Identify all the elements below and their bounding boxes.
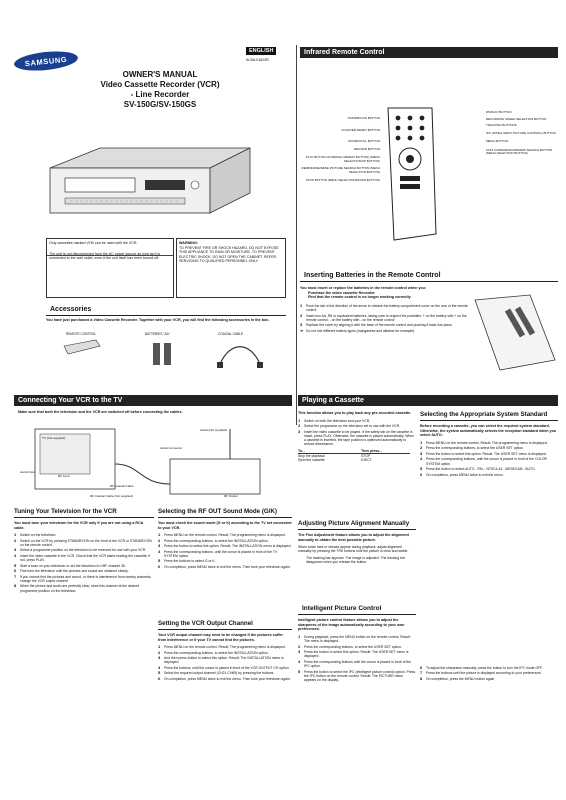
batteries-step-3: 3 Replace the cover by aligning it with the base of the remote control and pushing it back into place. — [300, 322, 453, 328]
ipc-step-4: 4 Press the corresponding buttons until the cursor is placed in front of the IPC option. — [298, 658, 412, 669]
alignment-section — [298, 520, 416, 564]
system-intro: Before recording a cassette, you can select the required system standard. Otherwise, the system automatically selects the reception standard when you select AUTO. — [420, 424, 557, 438]
batteries-step-2: 2 Insert two AA, R6 or equivalent batteries, taking care to respect the polarities: + on the battery with + on the remote control; - on the battery with - on the remote control — [300, 312, 467, 322]
connect-intro: Make sure that both the television and the VCR are switched off before connecting the cables. — [18, 410, 183, 414]
alignment-title: Adjusting Picture Alignment Manually — [298, 520, 416, 530]
ipc-step-7: 7 Press the buttons until the picture is displayed according to your preferences. — [420, 670, 542, 676]
batteries-step-1: 1 Push the tab in the direction of the arrow to release the battery compartment cover on the rear of the remote control. — [300, 302, 468, 313]
rfsound-step-6: 6 On completion, press MENU twice to exit the menu. Then tune your television again. — [158, 563, 291, 569]
system-step-6: 6 On completion, press MENU twice to exit the menu. — [420, 471, 504, 477]
batteries-note: ➢ Do not mix different battery types (manganese and alkaline for example). — [300, 327, 416, 333]
remote-illustration — [380, 104, 440, 244]
batteries-bullet-2: Find that the remote control is no longer working correctly — [308, 295, 411, 300]
alignment-body: When noise bars or streaks appear during playback, adjust alignment manually by pressing the TRK buttons until the picture is clear and stable. — [298, 545, 409, 554]
label-speed: RECORDING SPEED SELECTION BUTTON — [486, 116, 547, 121]
system-step-5: 5 Press the button to select AUTO - PAL - NTSC4.43 - MESECAM - AUTO. — [420, 466, 536, 472]
ipc-intro: Intelligent picture control feature allows you to adjust the sharpness of the image automatically according to your own preferences. — [298, 618, 405, 632]
note-vhs: Only cassettes marked VHS can be used with the VCR. — [49, 241, 138, 245]
accessory-cable-icon — [215, 336, 265, 370]
outchan-section — [158, 620, 292, 682]
outchan-step-4: 4 Press the buttons, until the cursor is placed in front of the VCR OUTPUT CH option. — [158, 664, 290, 670]
label-ipc: IPC (INTELLIGENT PICTURE CONTROL) BUTTON — [486, 131, 556, 136]
label-tracking: TRACKING BUTTONS — [486, 123, 517, 128]
label-menu: MENU BUTTON — [486, 138, 508, 143]
system-section — [420, 411, 558, 478]
connect-label-rf-output: RF Output — [224, 494, 238, 498]
accessories-header: Accessories — [46, 304, 286, 316]
rfsound-step-1: 1 Press MENU on the remote control. Result: The programming menu is displayed. — [158, 532, 286, 538]
connect-label-aerial: Aerial (Not supplied) — [200, 428, 228, 432]
playing-section — [298, 411, 416, 462]
playing-header: Playing a Cassette — [298, 395, 558, 406]
ipc-step-6: 6 To adjust the sharpness manually, press the button to turn the IPC mode OFF. — [420, 665, 543, 670]
outchan-step-1: 1 Press MENU on the remote control. Result: The programming menu is displayed. — [158, 644, 286, 650]
title-line-1: OWNER'S MANUAL — [122, 70, 198, 79]
tuning-step-7: 7 If you cannot find the pictures and sound, or there is interference from nearby channels, change the VCR output channel. — [14, 573, 152, 583]
label-record: RECORD BUTTON — [353, 147, 380, 152]
connect-label-rf-input: RF Input — [58, 474, 70, 478]
ipc-section-right — [420, 666, 558, 682]
label-stop: STOP BUTTON (MENU SELECTION/DOWN BUTTON) — [305, 177, 380, 182]
playing-intro: This function allows you to play back any pre-recorded cassette. — [298, 411, 412, 415]
alignment-result: The tracking bar appears. The image is adjusted. The tracking bar disappears when you release the button. — [306, 555, 406, 565]
doc-code: AC68-01823R — [246, 58, 269, 62]
connect-label-rf-cable: RF Coaxial Cable — [110, 484, 134, 488]
accessory-remote-icon — [62, 338, 102, 368]
accessory-remote-label: REMOTE CONTROL — [66, 332, 97, 336]
tuning-step-1: 1 Switch on the television. — [14, 532, 57, 538]
remote-header: Infrared Remote Control — [300, 47, 558, 58]
remote-left-labels — [300, 117, 380, 182]
system-step-1: 1 Press MENU on the remote control. Result: The programming menu is displayed. — [420, 439, 548, 445]
accessory-cable-label: COAXIAL CABLE — [218, 332, 244, 336]
playing-step-2: 2 Select the programme on the television set to use with the VCR. — [298, 423, 401, 429]
samsung-logo: SAMSUNG — [13, 49, 79, 74]
note-box — [46, 238, 174, 298]
warning-text: TO PREVENT FIRE OR SHOCK HAZARD, DO NOT EXPOSE THIS APPLIANCE TO RAIN OR MOISTURE. TO PREVENT ELECTRIC SHOCK, DO NOT OPEN THE CABINET. REFER SERVICING TO QUALIFIED PERSONNEL ONLY. — [179, 245, 279, 264]
system-step-2: 2 Press the corresponding buttons, to select the USER SET option. — [420, 445, 524, 451]
tuning-title: Tuning Your Television for the VCR — [14, 508, 154, 518]
playing-table — [298, 449, 410, 462]
connect-header: Connecting Your VCR to the TV — [14, 395, 292, 406]
outchan-step-3: 3 And then press button to select this option. Result: The INSTALLATION menu is displayed. — [158, 655, 284, 665]
title-line-2: Video Cassette Recorder (VCR) — [100, 80, 220, 89]
connect-label-aerial-input: Aerial Input — [20, 470, 36, 474]
tuning-step-2: 2 Switch on the VCR by pressing STANDBY/ON on the front of the VCR or STANDBY/ON on the remote control. — [14, 537, 152, 547]
outchan-step-5: 5 Select the required output channel (CH21-CH69) by pressing the buttons. — [158, 670, 275, 676]
system-step-4: 4 Press the corresponding buttons, until the cursor is placed in front of the COLOR SYSTEM option. — [420, 456, 547, 466]
playing-table-r2b: EJECT — [361, 457, 372, 462]
outchan-step-6: 6 On completion, press MENU twice to exit the menu. Then tune your television again. — [158, 675, 291, 681]
ipc-step-5: 5 Press the button to select the IPC (Intelligent picture control) option. Press the IPC button on the remote control. Result: The PICTURE menu appears on the display. — [298, 668, 416, 683]
rfsound-step-4: 4 Press the corresponding buttons, until the cursor is placed in front of the TV SYSTEM option. — [158, 548, 278, 558]
batteries-header: Inserting Batteries in the Remote Control — [300, 270, 558, 282]
title-line-3: - Line Recorder — [130, 90, 190, 99]
label-pause: PAUSE/STILL BUTTON — [348, 139, 380, 144]
tuning-intro: You must tune your television for the VCR only if you are not using a RCA cable. — [14, 521, 144, 530]
ipc-step-3: 3 Press the button to select this option. Result: The USER SET menu is displayed. — [298, 649, 409, 659]
batteries-section — [300, 286, 468, 334]
tuning-step-3: 3 Select a programme position on the television to be reserved for use with your VCR. — [14, 547, 147, 553]
rfsound-intro: You must check the sound mode (G or K) according to the TV set connected to your VCR. — [158, 521, 292, 530]
ipc-step-8: 8 On completion, press the MENU button again. — [420, 675, 496, 681]
batteries-intro: You must insert or replace the batteries in the remote control when you: — [300, 286, 427, 290]
connect-label-rf-cable-ns: RF Coaxial Cable (Not supplied) — [90, 494, 134, 498]
title-block — [60, 70, 260, 110]
rfsound-step-5: 5 Press the buttons to select G or K. — [158, 558, 216, 564]
playing-table-r2a: Eject the cassette — [298, 457, 325, 462]
rfsound-step-2: 2 Press the corresponding buttons, to select the INSTALLATION option. — [158, 537, 269, 543]
playing-table-r1b: STOP — [361, 453, 371, 458]
label-counter-reset: COUNTER RESET BUTTON — [341, 127, 380, 132]
title-line-4: SV-150G/SV-150GS — [123, 100, 197, 109]
rfsound-title: Selecting the RF OUT Sound Mode (G/K) — [158, 508, 292, 518]
tuning-step-5: 5 Start a scan on your television or set the television to UHF channel 36. — [14, 562, 126, 568]
system-title: Selecting the Appropriate System Standard — [420, 411, 558, 421]
rfsound-section — [158, 508, 292, 570]
warning-title: WARNING: — [179, 241, 199, 245]
connect-diagram — [30, 424, 270, 504]
accessory-batteries-icon — [150, 338, 180, 368]
ipc-section — [298, 618, 416, 684]
remote-right-labels — [486, 111, 558, 156]
ipc-header: Intelligent Picture Control — [298, 603, 416, 615]
connect-label-tv: TV (Not supplied) — [42, 436, 66, 440]
tuning-step-4: 4 Insert the video cassette in the VCR. Check that the VCR starts reading the cassette; if not, press PLAY. — [14, 552, 151, 563]
tuning-step-6: 6 Fine tune the television until the pictures and sound are obtained clearly. — [14, 568, 129, 574]
vcr-illustration — [40, 138, 260, 228]
label-play: PLAY BUTTON (INTERVAL REPEAT BUTTON) (MENU SELECTION/UP BUTTON) — [306, 154, 380, 163]
batteries-bullet-1: Purchase the video cassette Recorder — [308, 290, 375, 295]
label-rewind: REWIND/REVERSE PICTURE SEARCH BUTTON (MENU SELECTION BUTTON) — [301, 166, 380, 174]
system-step-3: 3 Press the button to select this option. Result: The USER SET menu is displayed. — [420, 450, 547, 456]
playing-table-head-b: Then press... — [361, 449, 410, 454]
playing-table-r1a: Stop the playback — [298, 453, 325, 458]
connect-label-aerial-connector: Aerial Connector — [160, 446, 183, 450]
warning-box — [176, 238, 286, 298]
accessories-intro: You have just purchased a Video Cassette Recorder. Together with your VCR, you will find the following accessories in the box. — [46, 318, 270, 322]
battery-insert-illustration — [470, 290, 558, 380]
alignment-intro: The Fine Adjustment feature allows you to adjust the alignment manually to obtain the best possible picture. — [298, 533, 409, 542]
outchan-title: Setting the VCR Output Channel — [158, 620, 292, 630]
outchan-intro: Your VCR output channel may need to be changed if the pictures suffer from interference or if your TV cannot find the pictures. — [158, 633, 283, 642]
rfsound-step-3: 3 Press the button to select this option. Result: The INSTALLATION menu is displayed. — [158, 543, 292, 549]
language-badge: ENGLISH — [246, 47, 276, 55]
ipc-step-1: 1 During playback, press the MENU button on the remote control. Result: The menu is displayed. — [298, 633, 411, 644]
playing-table-head-a: To... — [298, 449, 361, 454]
ipc-step-2: 2 Press the corresponding buttons, to select the USER SET option. — [298, 643, 402, 649]
outchan-step-2: 2 Press the corresponding buttons, to select the INSTALLATION option. — [158, 649, 269, 655]
note-power: The unit is not disconnected from the AC power source as long as it is connected to the wall outlet, even if the unit itself has been turned off. — [49, 251, 161, 261]
label-ff: FAST FORWARD/FORWARD SEARCH BUTTON (MENU SELECTION BUTTON) — [486, 147, 553, 156]
label-standby: STANDBY/ON BUTTON — [347, 116, 380, 120]
tuning-step-8: 8 When the picture and audio are perfectly clear, store this channel at the desired programme position on the television. — [14, 583, 140, 593]
playing-step-3: 3 Insert the video cassette to be played. If the safety tab on the cassette is intact, press PLAY. Otherwise, the cassette is played automatically. When a cassette is inserted, the tape position is optimized automatically to reduce disturbance. — [298, 428, 415, 447]
label-display: DISPLAY BUTTON — [486, 110, 512, 114]
tuning-section — [14, 508, 154, 594]
playing-step-1: 1 Switch on both the television and your VCR. — [298, 417, 371, 423]
accessory-batteries-label: BATTERIES "AA" — [145, 332, 170, 336]
